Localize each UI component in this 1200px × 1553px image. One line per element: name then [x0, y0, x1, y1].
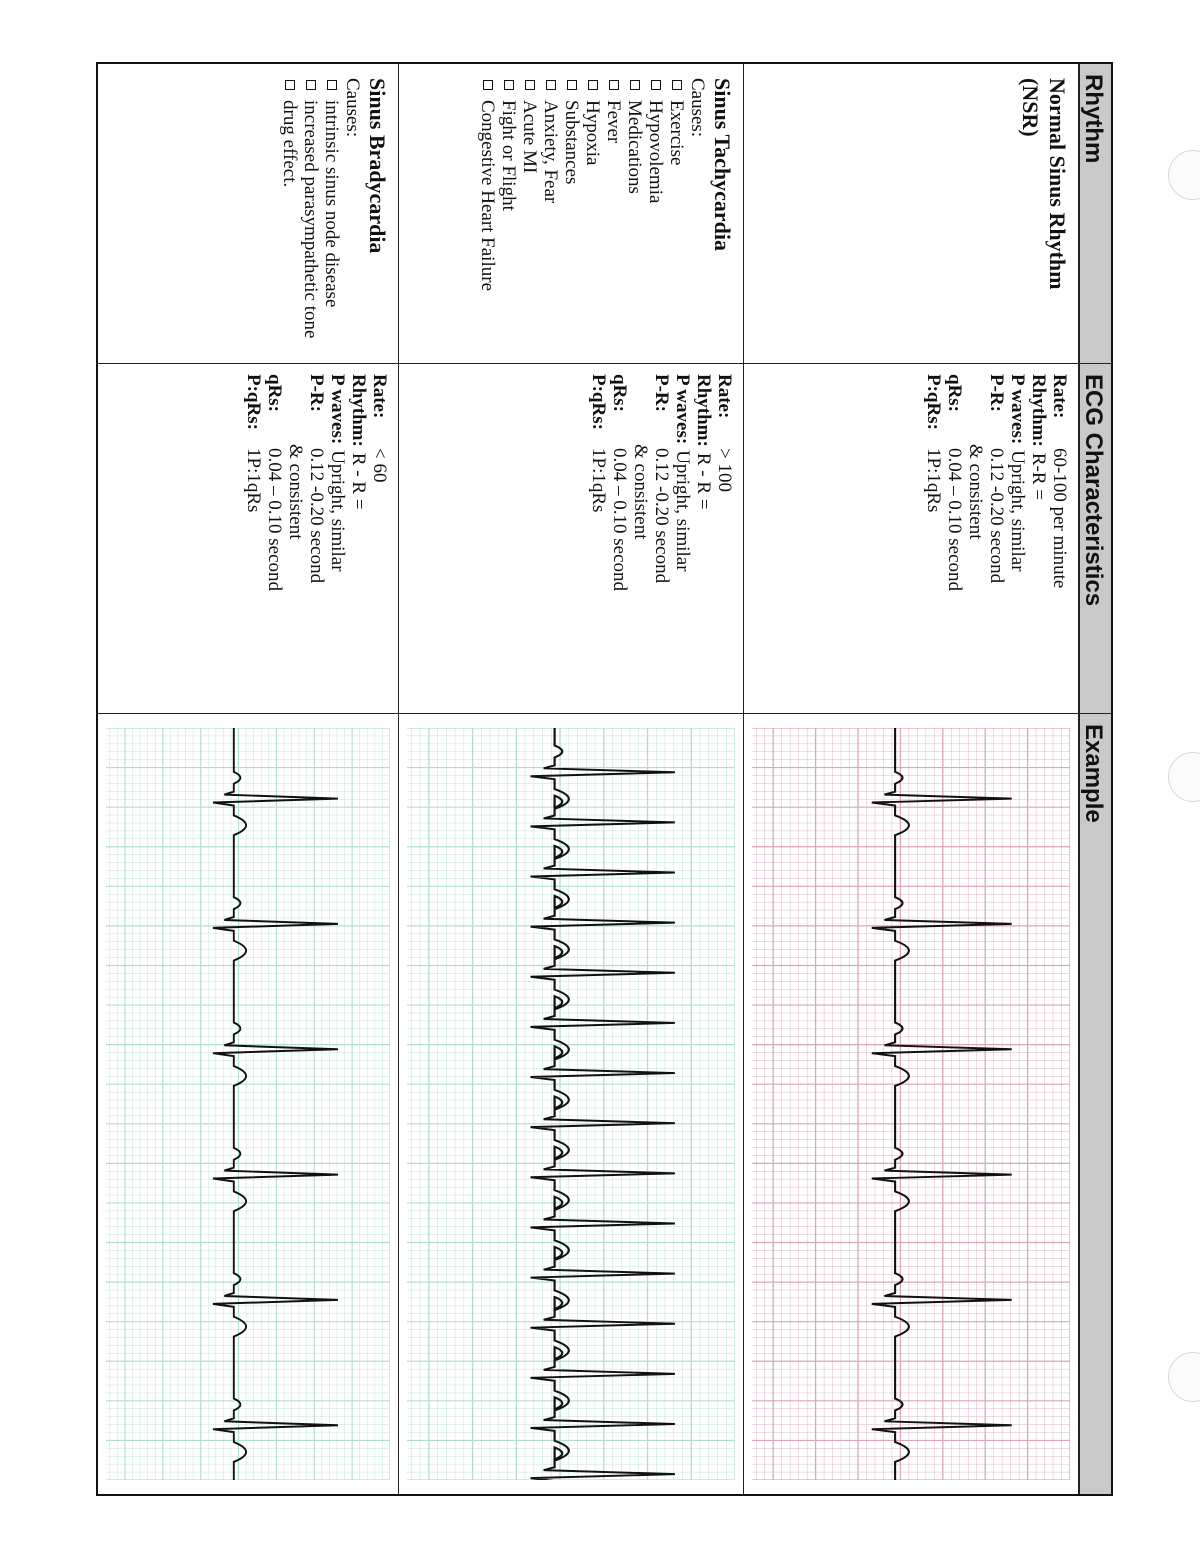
rhythm-cell-bradycardia	[98, 64, 398, 364]
p-qrs-value: 1P:1qRs	[243, 448, 264, 513]
example-cell-bradycardia	[98, 714, 398, 1494]
rhythm-name: Normal Sinus Rhythm	[1045, 78, 1070, 290]
p-waves-value: Upright, similar	[1007, 450, 1028, 572]
example-cell-tachycardia	[398, 714, 743, 1494]
ecg-waveform	[531, 728, 675, 1480]
cause-item: increased parasympathetic tone	[300, 78, 321, 349]
grid-paper	[752, 728, 1070, 1480]
pr-value: 0.12 -0.20 second	[986, 448, 1007, 584]
pr-continuation: & consistent	[630, 444, 651, 540]
p-qrs-label: P:qRs:	[243, 374, 264, 430]
causes-list	[477, 78, 687, 349]
cause-item: drug effect.	[279, 78, 300, 349]
pr-label: P-R:	[306, 374, 327, 412]
ecg-characteristics-tachycardia	[398, 364, 743, 714]
header-rhythm: Rhythm	[1078, 64, 1111, 364]
cause-item: Medications	[624, 78, 645, 349]
qrs-label: qRs:	[944, 374, 965, 413]
punch-hole	[1168, 1352, 1200, 1402]
rhythm-name: Sinus Bradycardia	[365, 78, 390, 254]
ecg-characteristics-bradycardia	[98, 364, 398, 714]
pr-label: P-R:	[651, 374, 672, 412]
rate-label: Rate:	[1049, 374, 1070, 419]
pr-continuation: & consistent	[965, 444, 986, 540]
ecg-strip-bradycardia	[106, 728, 390, 1480]
rhythm-label: Rhythm:	[693, 374, 714, 447]
pr-value: 0.12 -0.20 second	[651, 448, 672, 584]
rate-value: > 100	[714, 448, 735, 492]
pr-continuation: & consistent	[285, 444, 306, 540]
pr-label: P-R:	[986, 374, 1007, 412]
p-waves-label: P waves:	[1007, 374, 1028, 445]
grid-paper	[407, 728, 735, 1480]
rhythm-value: R - R =	[348, 452, 369, 510]
cause-item: Hypovolemia	[645, 78, 666, 349]
qrs-label: qRs:	[609, 374, 630, 413]
p-qrs-label: P:qRs:	[588, 374, 609, 430]
p-waves-value: Upright, similar	[672, 450, 693, 572]
p-waves-label: P waves:	[672, 374, 693, 445]
rhythm-table	[96, 62, 1113, 1496]
cause-item: Anxiety, Fear	[540, 78, 561, 349]
rhythm-name: Sinus Tachycardia	[710, 78, 735, 252]
rhythm-label: Rhythm:	[1028, 374, 1049, 447]
punch-hole	[1168, 150, 1200, 200]
rhythm-value: R - R =	[693, 452, 714, 510]
causes-list	[279, 78, 342, 349]
cause-item: Fight or Flight	[498, 78, 519, 349]
qrs-value: 0.04 – 0.10 second	[264, 448, 285, 592]
cause-item: Hypoxia	[582, 78, 603, 349]
causes-label: Causes:	[687, 78, 708, 138]
rate-value: 60-100 per minute	[1049, 448, 1070, 589]
header-ecg-characteristics: ECG Characteristics	[1078, 364, 1111, 714]
cause-item: Acute MI	[519, 78, 540, 349]
rate-value: < 60	[369, 448, 390, 483]
cause-item: Fever	[603, 78, 624, 349]
causes-label: Causes:	[342, 78, 363, 138]
ecg-strip-nsr	[752, 728, 1070, 1480]
cause-item: Substances	[561, 78, 582, 349]
qrs-value: 0.04 – 0.10 second	[609, 448, 630, 592]
rate-label: Rate:	[714, 374, 735, 419]
grid-paper	[106, 728, 390, 1480]
rhythm-cell-tachycardia	[398, 64, 743, 364]
ecg-waveform	[872, 728, 1012, 1480]
p-waves-label: P waves:	[327, 374, 348, 445]
qrs-label: qRs:	[264, 374, 285, 413]
ecg-characteristics-nsr	[743, 364, 1078, 714]
cause-item: Congestive Heart Failure	[477, 78, 498, 349]
rhythm-label: Rhythm:	[348, 374, 369, 447]
ecg-strip-tachycardia	[407, 728, 735, 1480]
p-qrs-value: 1P:1qRs	[923, 448, 944, 513]
punch-hole	[1168, 752, 1200, 802]
rhythm-value: R-R =	[1028, 452, 1049, 500]
rhythm-cell-nsr	[743, 64, 1078, 364]
p-qrs-value: 1P:1qRs	[588, 448, 609, 513]
pr-value: 0.12 -0.20 second	[306, 448, 327, 584]
cause-item: Exercise	[666, 78, 687, 349]
ecg-waveform	[213, 728, 338, 1480]
cause-item: intrinsic sinus node disease	[321, 78, 342, 349]
p-waves-value: Upright, similar	[327, 450, 348, 572]
header-example: Example	[1078, 714, 1111, 1494]
rhythm-abbrev: (NSR)	[1018, 78, 1043, 137]
qrs-value: 0.04 – 0.10 second	[944, 448, 965, 592]
rate-label: Rate:	[369, 374, 390, 419]
p-qrs-label: P:qRs:	[923, 374, 944, 430]
example-cell-nsr	[743, 714, 1078, 1494]
